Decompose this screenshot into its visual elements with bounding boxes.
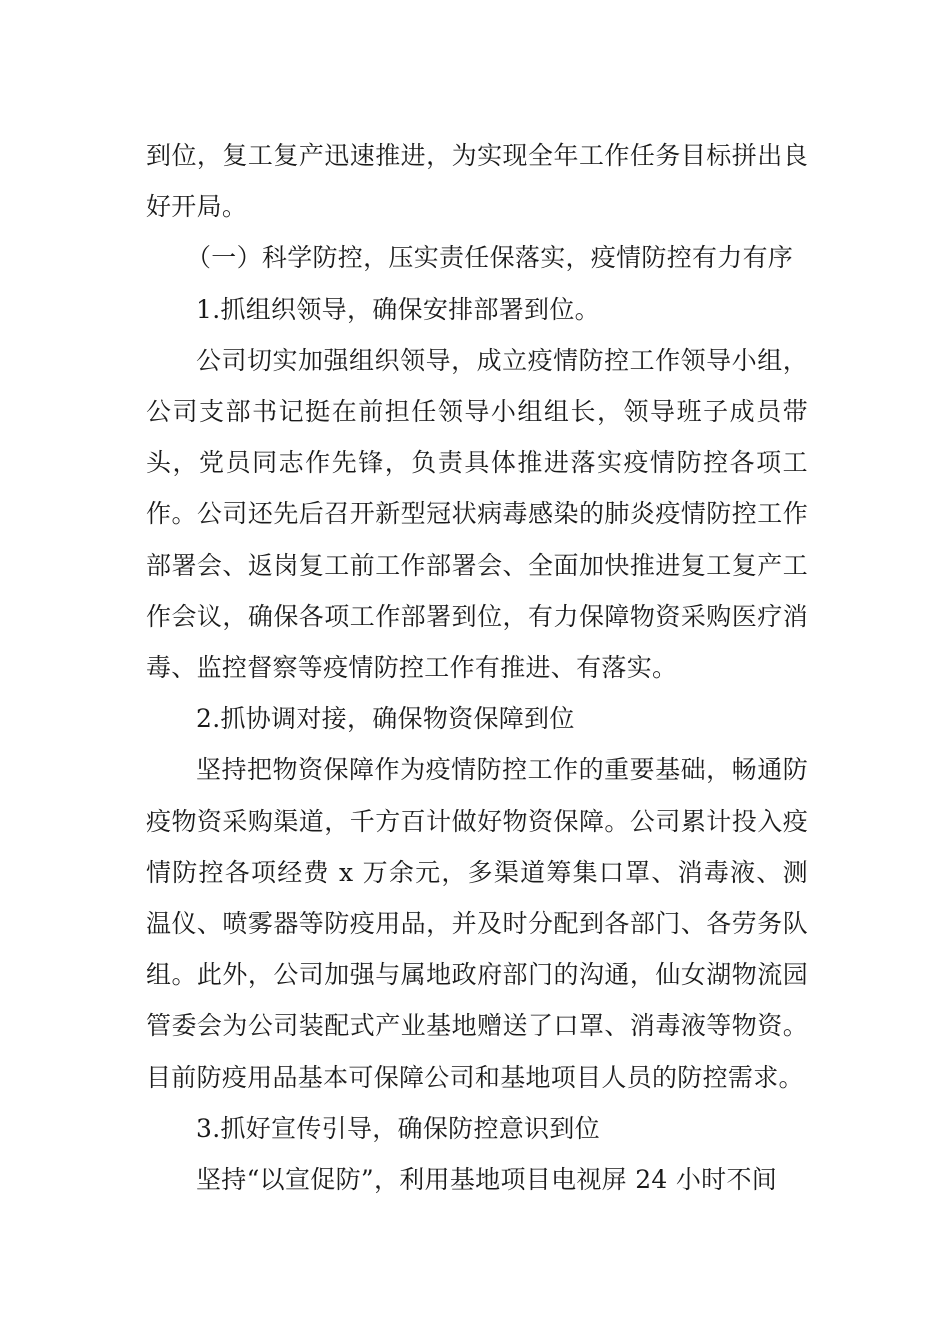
paragraph-publicity: 坚持“以宣促防”，利用基地项目电视屏 24 小时不间 [196, 1165, 778, 1195]
paragraph-organization: 公司切实加强组织领导，成立疫情防控工作领导小组，公司支部书记挺在前担任领导小组组长，领导班子成员带头，党员同志作先锋，负责具体推进落实疫情防控各项工作。公司还先后召开新型冠状病毒感染的肺炎疫情防控工作部署会、返岗复工前工作部署会、全面加快推进复工复产工作会议，确保各项工作部署到位，有力保障物资采购医疗消毒、监控督察等疫情防控工作有推进、有落实。 [146, 345, 808, 683]
document-body [146, 130, 808, 1205]
paragraph-continuation: 到位，复工复产迅速推进，为实现全年工作任务目标拼出良好开局。 [146, 141, 808, 222]
subheading-1: 1.抓组织领导，确保安排部署到位。 [196, 294, 600, 324]
paragraph-supplies: 坚持把物资保障作为疫情防控工作的重要基础，畅通防疫物资采购渠道，千方百计做好物资保障。公司累计投入疫情防控各项经费 x 万余元，多渠道筹集口罩、消毒液、测温仪、喷雾器等防疫用品，并及时分配到各部门、各劳务队组。此外，公司加强与属地政府部门的沟通，仙女湖物流园管委会为公司装配式产业基地赠送了口罩、消毒液等物资。目前防疫用品基本可保障公司和基地项目人员的防控需求。 [146, 755, 808, 1092]
subheading-3: 3.抓好宣传引导，确保防控意识到位 [196, 1113, 600, 1143]
subheading-2: 2.抓协调对接，确保物资保障到位 [196, 704, 575, 734]
section-heading-1: （一）科学防控，压实责任保落实，疫情防控有力有序 [186, 243, 794, 273]
